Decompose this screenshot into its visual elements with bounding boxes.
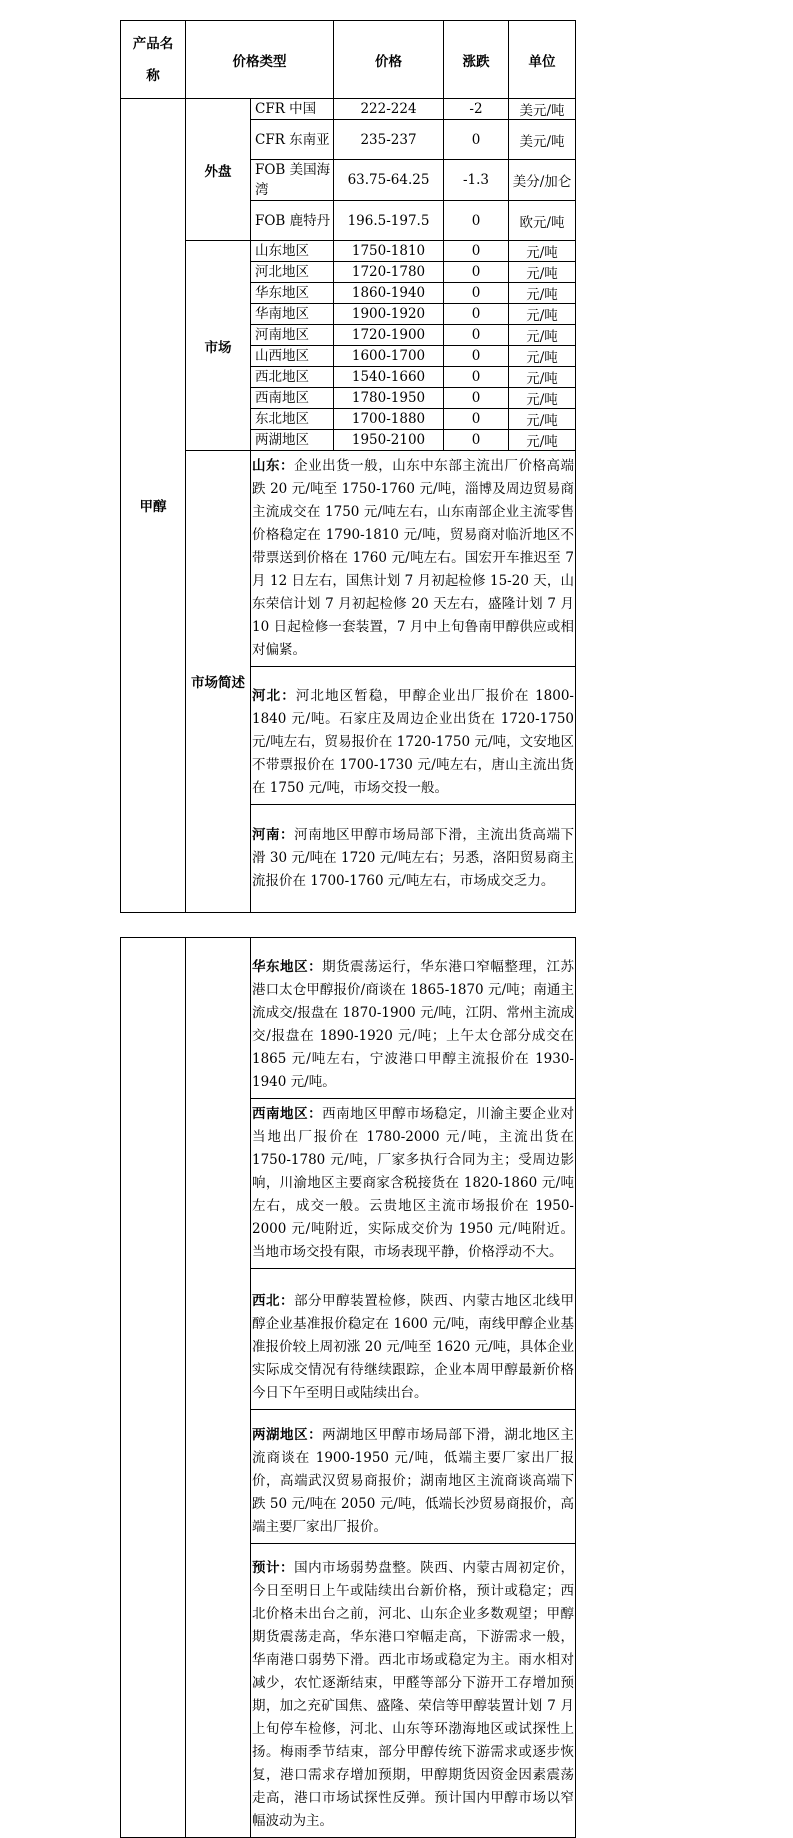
row-name: FOB 鹿特丹 [251,201,334,241]
row-price: 1750-1810 [334,241,444,262]
table-header-row [121,21,576,99]
row-unit: 元/吨 [509,430,576,451]
row-change: 0 [444,120,509,160]
row-price: 222-224 [334,99,444,120]
row-unit: 元/吨 [509,283,576,304]
header-price: 价格 [334,21,444,99]
row-unit: 元/吨 [509,262,576,283]
row-price: 196.5-197.5 [334,201,444,241]
row-unit: 元/吨 [509,367,576,388]
row-price: 63.75-64.25 [334,160,444,201]
row-change: 0 [444,241,509,262]
summary-shandong [251,451,576,667]
summary-text: 期货震荡运行，华东港口窄幅整理，江苏港口太仓甲醇报价/商谈在 1865-1870 元/吨；南通主流成交/报盘在 1870-1900 元/吨，江阴、常州主流成交/报盘在 1890-1920 元/吨；上午太仓部分成交在 1865 元/吨左右，宁波港口甲醇主流报价在 1930-1940 元/吨。 [252,958,575,1090]
row-name: 两湖地区 [251,430,334,451]
row-name: 河北地区 [251,262,334,283]
summary-text: 企业出货一般，山东中东部主流出厂价格高端跌 20 元/吨至 1750-1760 元/吨，淄博及周边贸易商主流成交在 1750 元/吨左右，山东南部企业主流零售价格稳定在 1790-1810 元/吨，贸易商对临沂地区不带票送到价格在 1760 元/吨左右。国宏开车推迟至 7 月 12 日左右，国焦计划 7 月初起检修 15-20 天，山东荣信计划 7 月初起检修 20 天左右，盛隆计划 7 月 10 日起检修一套装置，7 月中上旬鲁南甲醇供应或相对偏紧。 [252,458,575,658]
row-name: CFR 中国 [251,99,334,120]
row-unit: 元/吨 [509,388,576,409]
summary-text: 西南地区甲醇市场稳定，川渝主要企业对当地出厂报价在 1780-2000 元/吨，主流出货在 1750-1780 元/吨，厂家多执行合同为主；受周边影响，川渝地区主要商家含税接货在 1820-1860 元/吨左右，成交一般。云贵地区主流市场报价在 1950-2000 元/吨附近，实际成交价为 1950 元/吨附近。 当地市场交投有限，市场表现平静，价格浮动不大。 [252,1105,575,1260]
row-name: 河南地区 [251,325,334,346]
row-change: 0 [444,388,509,409]
header-product-name: 产品名称 [121,21,186,99]
summary-text: 河南地区甲醇市场局部下滑，主流出货高端下滑 30 元/吨在 1720 元/吨左右；另悉，洛阳贸易商主流报价在 1700-1760 元/吨左右，市场成交乏力。 [252,827,575,889]
row-change: 0 [444,367,509,388]
market-label: 市场 [186,241,251,451]
summary-title: 预计： [252,1560,295,1576]
summary-title: 山东： [252,458,295,474]
row-name: 西南地区 [251,388,334,409]
row-price: 1720-1900 [334,325,444,346]
outer-market-label: 外盘 [186,99,251,241]
row-unit: 元/吨 [509,325,576,346]
row-unit: 美分/加仑 [509,160,576,201]
summary-title: 河南： [252,827,295,843]
summary-lianghu [251,1420,576,1544]
header-change: 涨跌 [444,21,509,99]
summary-east-china [251,952,576,1099]
row-price: 1600-1700 [334,346,444,367]
product-label: 甲醇 [121,99,186,913]
row-price: 235-237 [334,120,444,160]
row-change: 0 [444,346,509,367]
row-change: 0 [444,283,509,304]
empty-product-cell [121,938,186,1838]
row-unit: 元/吨 [509,409,576,430]
row-name: 华东地区 [251,283,334,304]
row-change: 0 [444,304,509,325]
row-price: 1700-1880 [334,409,444,430]
empty-label-cell [186,938,251,1838]
table-row [121,241,576,262]
row-price: 1540-1660 [334,367,444,388]
summary-title: 华东地区： [252,958,323,975]
row-change: 0 [444,430,509,451]
row-price: 1780-1950 [334,388,444,409]
row-name: 东北地区 [251,409,334,430]
row-name: FOB 美国海湾 [251,160,334,201]
summary-title: 西南地区： [252,1105,323,1122]
summary-table-continued [120,937,576,1838]
summary-hebei [251,681,576,805]
summary-henan [251,820,576,912]
summary-text: 两湖地区甲醇市场局部下滑，湖北地区主流商谈在 1900-1950 元/吨，低端主要厂家出厂报价，高端武汉贸易商报价；湖南地区主流商谈高端下跌 50 元/吨在 2050 元/吨，低端长沙贸易商报价，高端主要厂家出厂报价。 [252,1426,575,1535]
row-change: 0 [444,409,509,430]
summary-spacer [121,938,576,952]
summary-row [121,451,576,667]
summary-southwest [251,1098,576,1268]
header-unit: 单位 [509,21,576,99]
row-unit: 美元/吨 [509,99,576,120]
row-name: 西北地区 [251,367,334,388]
summary-title: 河北： [252,687,296,704]
summary-text: 部分甲醇装置检修，陕西、内蒙古地区北线甲醇企业基准报价稳定在 1600 元/吨，南线甲醇企业基准报价较上周初涨 20 元/吨至 1620 元/吨，具体企业实际成交情况有待继续跟踪，企业本周甲醇最新价格今日下午至明日或陆续出台。 [252,1293,575,1401]
row-change: 0 [444,262,509,283]
summary-label: 市场简述 [186,451,251,913]
header-price-type: 价格类型 [186,21,334,99]
summary-title: 西北： [252,1293,295,1309]
row-unit: 美元/吨 [509,120,576,160]
row-price: 1950-2100 [334,430,444,451]
row-unit: 元/吨 [509,241,576,262]
row-change: 0 [444,201,509,241]
summary-text: 国内市场弱势盘整。陕西、内蒙古周初定价，今日至明日上午或陆续出台新价格，预计或稳定；西北价格未出台之前，河北、山东企业多数观望；甲醇期货震荡走高，华东港口窄幅走高，下游需求一般，华南港口弱势下滑。西北市场或稳定为主。雨水相对减少，农忙逐渐结束，甲醛等部分下游开工存增加预期，加之充矿国焦、盛隆、荣信等甲醇装置计划 7 月上旬停车检修，河北、山东等环渤海地区或试探性上扬。梅雨季节结束，部分甲醇传统下游需求或逐步恢复，港口需求存增加预期，甲醇期货因资金因素震荡走高，港口市场试探性反弹。预计国内甲醇市场以窄幅波动为主。 [252,1560,575,1829]
row-price: 1860-1940 [334,283,444,304]
row-name: 山东地区 [251,241,334,262]
table-row [121,99,576,120]
row-change: -2 [444,99,509,120]
price-table [120,20,576,913]
row-unit: 元/吨 [509,346,576,367]
row-price: 1900-1920 [334,304,444,325]
row-change: -1.3 [444,160,509,201]
row-name: 华南地区 [251,304,334,325]
summary-northwest [251,1286,576,1410]
row-unit: 欧元/吨 [509,201,576,241]
row-name: CFR 东南亚 [251,120,334,160]
summary-title: 两湖地区： [252,1426,323,1443]
summary-forecast [251,1553,576,1838]
row-name: 山西地区 [251,346,334,367]
summary-text: 河北地区暂稳，甲醇企业出厂报价在 1800-1840 元/吨。石家庄及周边企业出货在 1720-1750 元/吨左右，贸易报价在 1720-1750 元/吨，文安地区不带票报价在 1700-1730 元/吨左右，唐山主流出货在 1750 元/吨，市场交投一般。 [252,687,574,796]
row-change: 0 [444,325,509,346]
row-unit: 元/吨 [509,304,576,325]
row-price: 1720-1780 [334,262,444,283]
